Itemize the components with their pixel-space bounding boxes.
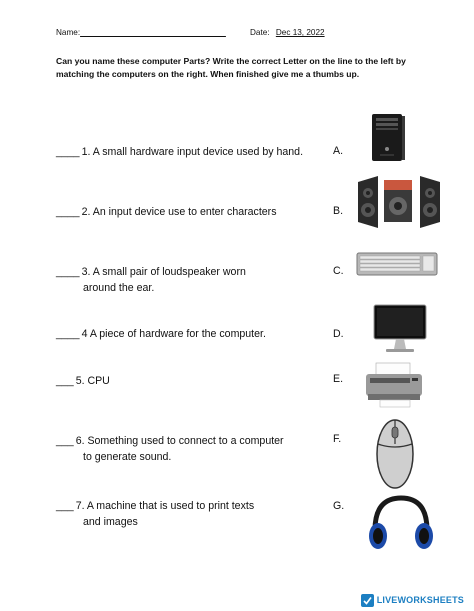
keyboard-icon [356, 252, 438, 276]
question-5 [56, 373, 110, 389]
question-3-text: 3. A small pair of loudspeaker worn [81, 266, 246, 278]
answer-letter-d: D. [333, 328, 344, 340]
answer-letter-g: G. [333, 500, 345, 512]
question-3-text-line2: around the ear. [83, 282, 155, 294]
question-1-text: 1. A small hardware input device used by hand. [81, 146, 304, 158]
answer-blank-4[interactable]: ____ [56, 328, 80, 340]
question-7-text-line2: and images [83, 516, 138, 528]
question-3 [56, 264, 246, 296]
mouse-icon [375, 418, 415, 490]
question-6-text-line2: to generate sound. [83, 451, 172, 463]
date-field [250, 28, 325, 37]
question-5-text: 5. CPU [75, 375, 110, 387]
printer-icon [362, 362, 428, 408]
instructions-text: Can you name these computer Parts? Write the correct Letter on the line to the left by matching the computers on the right. When finished give me a thumbs up. [56, 56, 406, 79]
answer-blank-3[interactable]: ____ [56, 266, 80, 278]
monitor-icon [372, 303, 428, 355]
question-2 [56, 204, 277, 220]
answer-blank-5[interactable]: ___ [56, 375, 74, 387]
answer-blank-1[interactable]: ____ [56, 146, 80, 158]
answer-letter-f: F. [333, 433, 342, 445]
date-value: Dec 13, 2022 [275, 28, 325, 37]
name-label: Name: [56, 28, 81, 37]
name-blank-line[interactable]: ________________________________ [80, 28, 226, 37]
question-2-text: 2. An input device use to enter characters [81, 206, 277, 218]
cpu-tower-icon [370, 113, 406, 163]
answer-letter-c: C. [333, 265, 344, 277]
answer-letter-e: E. [333, 373, 344, 385]
answer-letter-a: A. [333, 145, 344, 157]
logo-text: LIVEWORKSHEETS [376, 595, 464, 605]
question-7 [56, 498, 254, 530]
headphones-icon [366, 494, 436, 552]
liveworksheets-logo [361, 592, 464, 608]
answer-letter-b: B. [333, 205, 344, 217]
answer-blank-6[interactable]: ___ [56, 435, 74, 447]
question-1 [56, 144, 303, 160]
name-field [56, 28, 226, 37]
question-6 [56, 433, 284, 465]
question-4 [56, 326, 266, 342]
answer-blank-2[interactable]: ____ [56, 206, 80, 218]
question-7-text: 7. A machine that is used to print texts [75, 500, 255, 512]
speakers-icon [356, 176, 442, 228]
date-label: Date: [250, 28, 270, 37]
question-6-text: 6. Something used to connect to a computer [75, 435, 284, 447]
question-4-text: 4 A piece of hardware for the computer. [81, 328, 266, 340]
answer-blank-7[interactable]: ___ [56, 500, 74, 512]
logo-mark-icon [361, 594, 374, 607]
